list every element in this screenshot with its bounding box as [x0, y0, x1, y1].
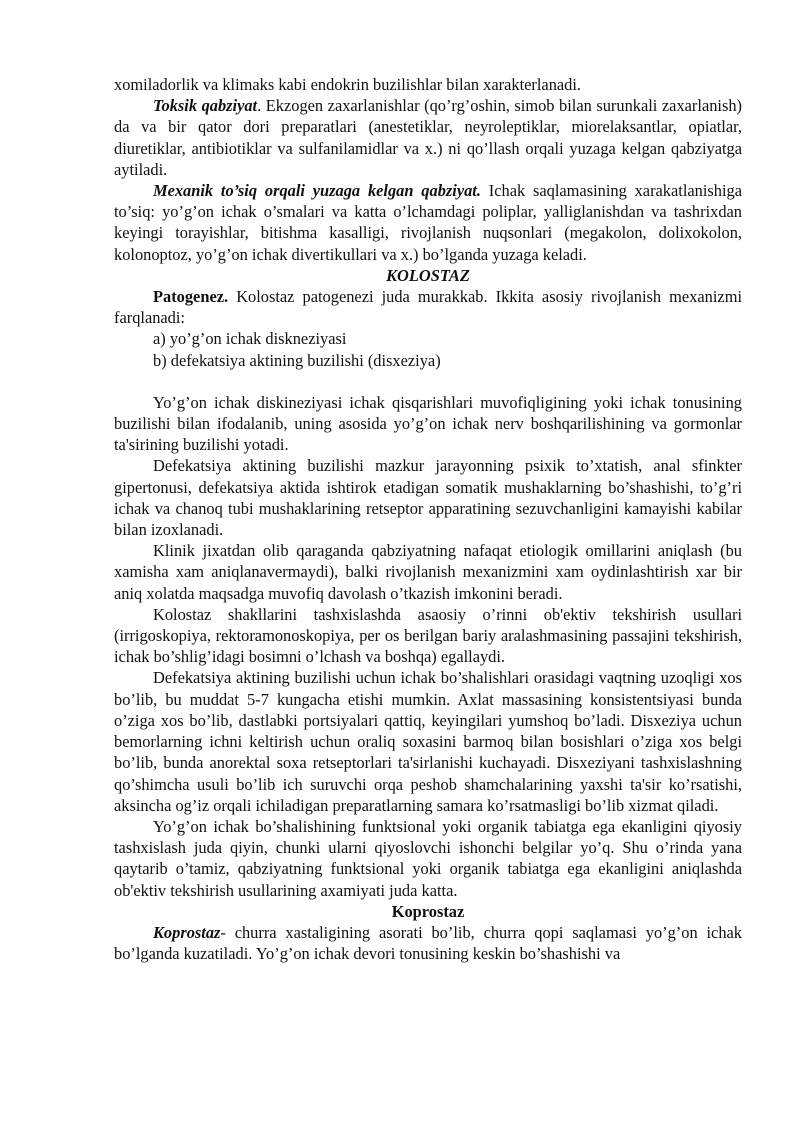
- koprostaz-text: - churra xastaligining asorati bo’lib, churra qopi saqlamasi yo’g’on ichak bo’lganda kuzatiladi. Yo’g’on ichak devori tonusining keskin bo’shashishi va: [114, 922, 742, 964]
- heading-kolostaz: KOLOSTAZ: [386, 265, 470, 285]
- koprostaz-term: Koprostaz: [153, 922, 221, 942]
- pathogenesis-paragraph: [114, 286, 742, 328]
- body-paragraph: Defekatsiya aktining buzilishi uchun ichak bo’shalishlari orasidagi vaqtning uzoqligi xos bo’lib, bu muddat 5-7 kungacha etishi mumkin. Axlat massasining konsistentsiyasi bunda o’ziga xos bo’lib, dastlabki portsiyalari qattiq, keyingilari yumshoq bo’ladi. Disxeziya uchun bemorlarning ichni keltirish uchun oraliq soxasini barmoq bilan bosishlari o’ziga xos belgi bo’lib, bunda anorektal soxa retseptorlari ta'sirlanishi kuchayadi. Disxeziyani tashxislashning qo’shimcha usuli bo’lib ich suruvchi orqa peshob shamchalarining yaxshi ta'sir ko’rsatishi, aksincha og’iz orqali ichiladigan preparatlarning samara ko’rsatmasligi bo’lib xizmat qiladi.: [114, 668, 742, 815]
- mechanical-constipation-term: Mexanik to’siq orqali yuzaga kelgan qabziyat.: [153, 181, 481, 201]
- spacer: [114, 371, 742, 392]
- mechanical-constipation-paragraph: [114, 180, 742, 265]
- body-paragraph: Yo’g’on ichak diskineziyasi ichak qisqarishlari muvofiqligining yoki ichak tonusining buzilishi bilan ifodalanib, uning asosida yo’g’on ichak nerv boshqarilishining va gormonlar ta'sirining buzilishi yotadi.: [114, 392, 742, 455]
- intro-paragraph: xomiladorlik va klimaks kabi endokrin buzilishlar bilan xarakterlanadi.: [114, 75, 582, 94]
- toxic-constipation-term: Toksik qabziyat: [153, 96, 258, 116]
- list-item: b) defekatsiya aktining buzilishi (disxeziya): [153, 350, 441, 370]
- body-paragraph: Klinik jixatdan olib qaraganda qabziyatning nafaqat etiologik omillarini aniqlash (bu xamisha xam aniqlanavermaydi), balki rivojlanish mexanizmini xam oydinlashtirish xar bir aniq xolatda maqsadga muvofiq davolash o’tkazish imkonini beradi.: [114, 541, 742, 603]
- heading-koprostaz: Koprostaz: [391, 901, 465, 921]
- mechanical-constipation-text: Ichak saqlamasining xarakatlanishiga to’siq: yo’g’on ichak o’smalari va katta o’lchamdagi poliplar, yalliglanishdan va tashrixdan keyingi torayishlar, bitishma kasalligi, rivojlanish nuqsonlari (megakolon, dolixokolon, kolonoptoz, yo’g’on ichak divertikullari va x.) bo’lganda yuzaga keladi.: [114, 181, 743, 264]
- pathogenesis-text: Kolostaz patogenezi juda murakkab. Ikkita asosiy rivojlanish mexanizmi farqlanadi:: [114, 287, 742, 328]
- toxic-constipation-paragraph: [114, 95, 742, 180]
- body-paragraph: Kolostaz shakllarini tashxislashda asaosiy o’rinni ob'ektiv tekshirish usullari (irrigoskopiya, rektoramonoskopiya, per os berilgan bariy aralashmasining passajini tekshirish, ichak bo’shlig’idagi bosimni o’lchash va boshqa) egallaydi.: [114, 604, 742, 667]
- list-item: a) yo’g’on ichak diskneziyasi: [153, 329, 347, 349]
- koprostaz-paragraph: [114, 922, 742, 964]
- toxic-constipation-text: . Ekzogen zaxarlanishlar (qo’rg’oshin, simob bilan surunkali zaxarlanish) da va bir qator dori preparatlari (anestetiklar, neyroleptiklar, miorelaksantlar, opiatlar, diuretiklar, antibiotiklar va sulfanilamidlar va x.) ni qo’llash orqali yuzaga kelgan qabziyatga aytiladi.: [114, 96, 742, 179]
- body-paragraph: Defekatsiya aktining buzilishi mazkur jarayonning psixik to’xtatish, anal sfinkter gipertonusi, defekatsiya aktida ishtirok etadigan somatik mushaklarning bo’shashishi, to’g’ri ichak va chanoq tubi mushaklarining retseptor apparatining sezuvchanligini kamayishi kabilar bilan izoxlanadi.: [114, 456, 742, 540]
- pathogenesis-term: Patogenez.: [153, 287, 229, 307]
- body-paragraph: Yo’g’on ichak bo’shalishining funktsional yoki organik tabiatga ega ekanligini qiyosiy tashxislash juda qiyin, chunki ularni qiyoslovchi ishonchi belgilar yo’q. Shu o’rinda yana qaytarib o’tamiz, qabziyatning funktsional yoki organik tabiatga ega ekanligini aniqlashda ob'ektiv tekshirish usullarining axamiyati juda katta.: [114, 816, 742, 900]
